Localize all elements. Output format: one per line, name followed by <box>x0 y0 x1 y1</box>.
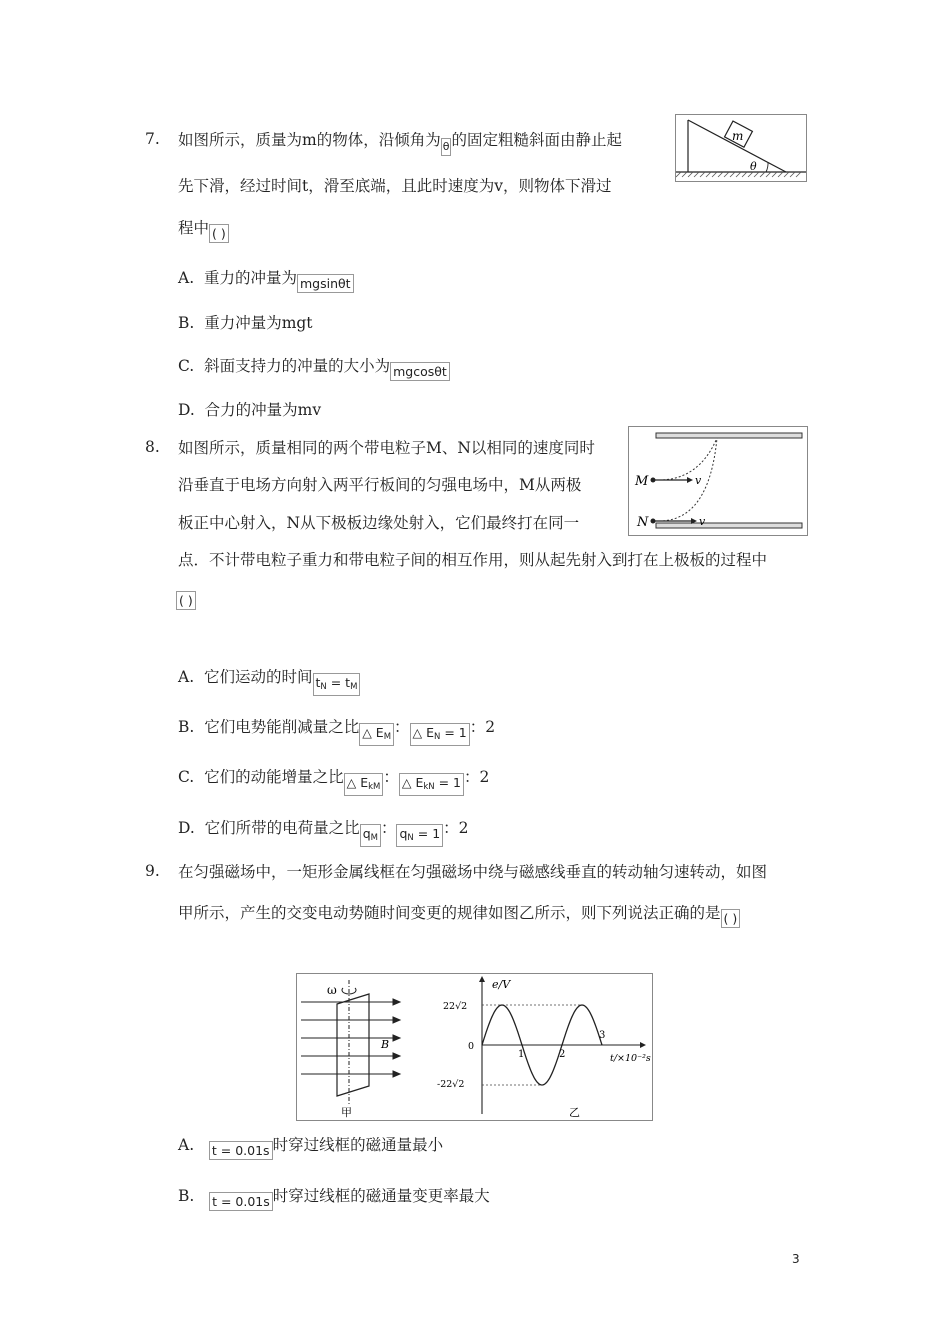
q8-paren: ( ) <box>176 591 196 610</box>
q7-option-b-label: B. <box>178 314 195 332</box>
q8-option-c-formula2 <box>399 773 464 796</box>
q9-xtick-3: 3 <box>599 1030 606 1041</box>
q8-option-d-label: D. <box>178 819 195 837</box>
q8-d-f3: = 1 <box>413 826 441 841</box>
q7-line1 <box>178 130 622 156</box>
q8-b-s1: M <box>383 732 392 742</box>
q7-option-c <box>178 356 450 381</box>
q9-yi-label: 乙 <box>569 1106 580 1119</box>
q7-option-a-label: A. <box>178 269 195 287</box>
q7-incline-figure <box>675 114 807 182</box>
q9-ylabel: e/V <box>492 978 511 991</box>
q8-c-colon: ： <box>383 768 399 786</box>
q8-option-b-label: B. <box>178 718 195 736</box>
q9-option-b-text: 时穿过线框的磁通量变更率最大 <box>272 1187 490 1205</box>
q8-option-b-formula1 <box>359 723 394 746</box>
q7-option-a-text: 重力的冲量为 <box>203 269 297 287</box>
q9-line1: 在匀强磁场中，一矩形金属线框在匀强磁场中绕与磁感线垂直的转动轴匀速转动，如图 <box>178 863 768 881</box>
q8-option-a-label: A. <box>178 668 195 686</box>
q8-a-s2: M <box>350 682 358 692</box>
q9-ytick-top: 22√2 <box>443 1001 468 1012</box>
q8-option-d <box>178 818 469 847</box>
q8-option-d-text: 它们所带的电荷量之比 <box>204 819 360 837</box>
q7-option-b <box>178 313 313 333</box>
q9-option-b <box>178 1186 490 1211</box>
q9-option-b-label: B. <box>178 1187 195 1205</box>
q7-line3 <box>178 218 229 243</box>
q8-option-a-formula <box>313 673 361 696</box>
q9-ytick-zero: 0 <box>468 1041 475 1052</box>
q8-c-f2: △ E <box>401 775 424 790</box>
q7-option-c-formula: mgcosθt <box>390 362 450 381</box>
q8-label-m: M <box>635 474 649 489</box>
q7-option-a-formula: mgsinθt <box>297 274 354 293</box>
q8-number: 8. <box>145 438 160 456</box>
q7-number: 7. <box>145 130 160 148</box>
q7-option-c-label: C. <box>178 357 195 375</box>
q8-option-b-text: 它们电势能削减量之比 <box>204 718 360 736</box>
q8-b-f1: △ E <box>362 725 384 740</box>
q9-xtick-1: 1 <box>518 1049 525 1060</box>
q8-a-f2: = t <box>326 675 351 690</box>
q9-line2-text: 甲所示，产生的交变电动势随时间变更的规律如图乙所示，则下列说法正确的是 <box>178 904 721 922</box>
q9-jia-label: 甲 <box>341 1106 352 1119</box>
q8-c-f1: △ E <box>346 775 369 790</box>
q7-option-d-label: D. <box>178 401 195 419</box>
q8-option-c-text: 它们的动能增量之比 <box>204 768 344 786</box>
q8-option-d-formula2 <box>396 824 443 847</box>
q8-c-s2: kN <box>423 782 435 792</box>
q7-mass-label: m <box>732 129 744 143</box>
q9-xtick-2: 2 <box>559 1049 566 1060</box>
q8-option-a <box>178 667 360 696</box>
q7-option-d <box>178 400 321 420</box>
q8-b-s2: N <box>434 732 441 742</box>
q8-b-tail: ：2 <box>469 718 496 736</box>
page-number: 3 <box>792 1252 800 1266</box>
q7-option-c-text: 斜面支持力的冲量的大小为 <box>204 357 391 375</box>
q7-option-b-text: 重力冲量为mgt <box>204 314 313 332</box>
q7-option-a <box>178 268 354 293</box>
q7-paren: ( ) <box>209 224 229 243</box>
q9-xlabel: t/×10⁻²s <box>610 1053 651 1064</box>
q8-option-c <box>178 767 489 796</box>
q8-option-c-label: C. <box>178 768 195 786</box>
q8-d-s1: M <box>370 833 378 843</box>
q8-d-f2: q <box>399 826 408 841</box>
q8-option-d-formula1 <box>360 824 381 847</box>
q9-option-a-text: 时穿过线框的磁通量最小 <box>272 1136 444 1154</box>
q8-line2: 沿垂直于电场方向射入两平行板间的匀强电场中，M从两极 <box>178 476 582 494</box>
q9-ytick-bottom: -22√2 <box>437 1079 465 1090</box>
q8-c-s1: kM <box>368 782 381 792</box>
q8-c-f3: = 1 <box>434 775 462 790</box>
q7-line1-a: 如图所示，质量为m的物体，沿倾角为 <box>178 131 441 149</box>
q8-label-n: N <box>637 515 649 530</box>
q8-b-f2: △ E <box>412 725 435 740</box>
q9-option-b-formula: t = 0.01s <box>209 1192 273 1211</box>
q8-a-f1: t <box>315 675 321 690</box>
q9-paren: ( ) <box>721 909 741 928</box>
q8-d-tail: ：2 <box>443 819 469 837</box>
q8-line3: 板正中心射入，N从下极板边缘处射入，它们最终打在同一 <box>178 514 580 532</box>
q8-option-a-text: 它们运动的时间 <box>203 668 313 686</box>
q7-angle-label: θ <box>750 160 757 173</box>
q8-c-tail: ：2 <box>464 768 490 786</box>
q7-option-d-text: 合力的冲量为mv <box>204 401 322 419</box>
q7-line3-text: 程中 <box>178 219 210 237</box>
q8-b-f3: = 1 <box>440 725 467 740</box>
q9-option-a <box>178 1135 443 1160</box>
q9-line2 <box>178 903 740 928</box>
q7-theta-box: θ <box>441 138 452 156</box>
q9-option-a-formula: t = 0.01s <box>209 1141 273 1160</box>
q8-d-f1: q <box>362 826 371 841</box>
q8-option-b-formula2 <box>410 723 470 746</box>
q9-number: 9. <box>145 862 160 880</box>
q9-omega-label: ω <box>327 983 337 997</box>
q8-label-v2: v <box>699 515 706 528</box>
q8-label-v1: v <box>695 474 702 487</box>
q9-option-a-label: A. <box>178 1136 195 1154</box>
q8-a-s1: N <box>320 682 327 692</box>
q8-paren-line <box>176 585 196 610</box>
q9-figure <box>296 973 653 1121</box>
q7-line2: 先下滑，经过时间t，滑至底端，且此时速度为v，则物体下滑过 <box>178 177 612 195</box>
q7-line1-b: 的固定粗糙斜面由静止起 <box>451 131 622 149</box>
q8-line4: 点．不计带电粒子重力和带电粒子间的相互作用，则从起先射入到打在上极板的过程中 <box>178 551 768 569</box>
q8-plates-figure <box>628 426 808 536</box>
q8-line1: 如图所示，质量相同的两个带电粒子M、N以相同的速度同时 <box>178 439 595 457</box>
q8-option-c-formula1 <box>344 773 384 796</box>
q8-d-colon: ： <box>380 819 397 837</box>
q9-b-label: B <box>381 1038 390 1051</box>
q8-b-colon: ： <box>394 718 410 736</box>
q8-d-s2: N <box>407 833 414 843</box>
q8-option-b <box>178 717 495 746</box>
